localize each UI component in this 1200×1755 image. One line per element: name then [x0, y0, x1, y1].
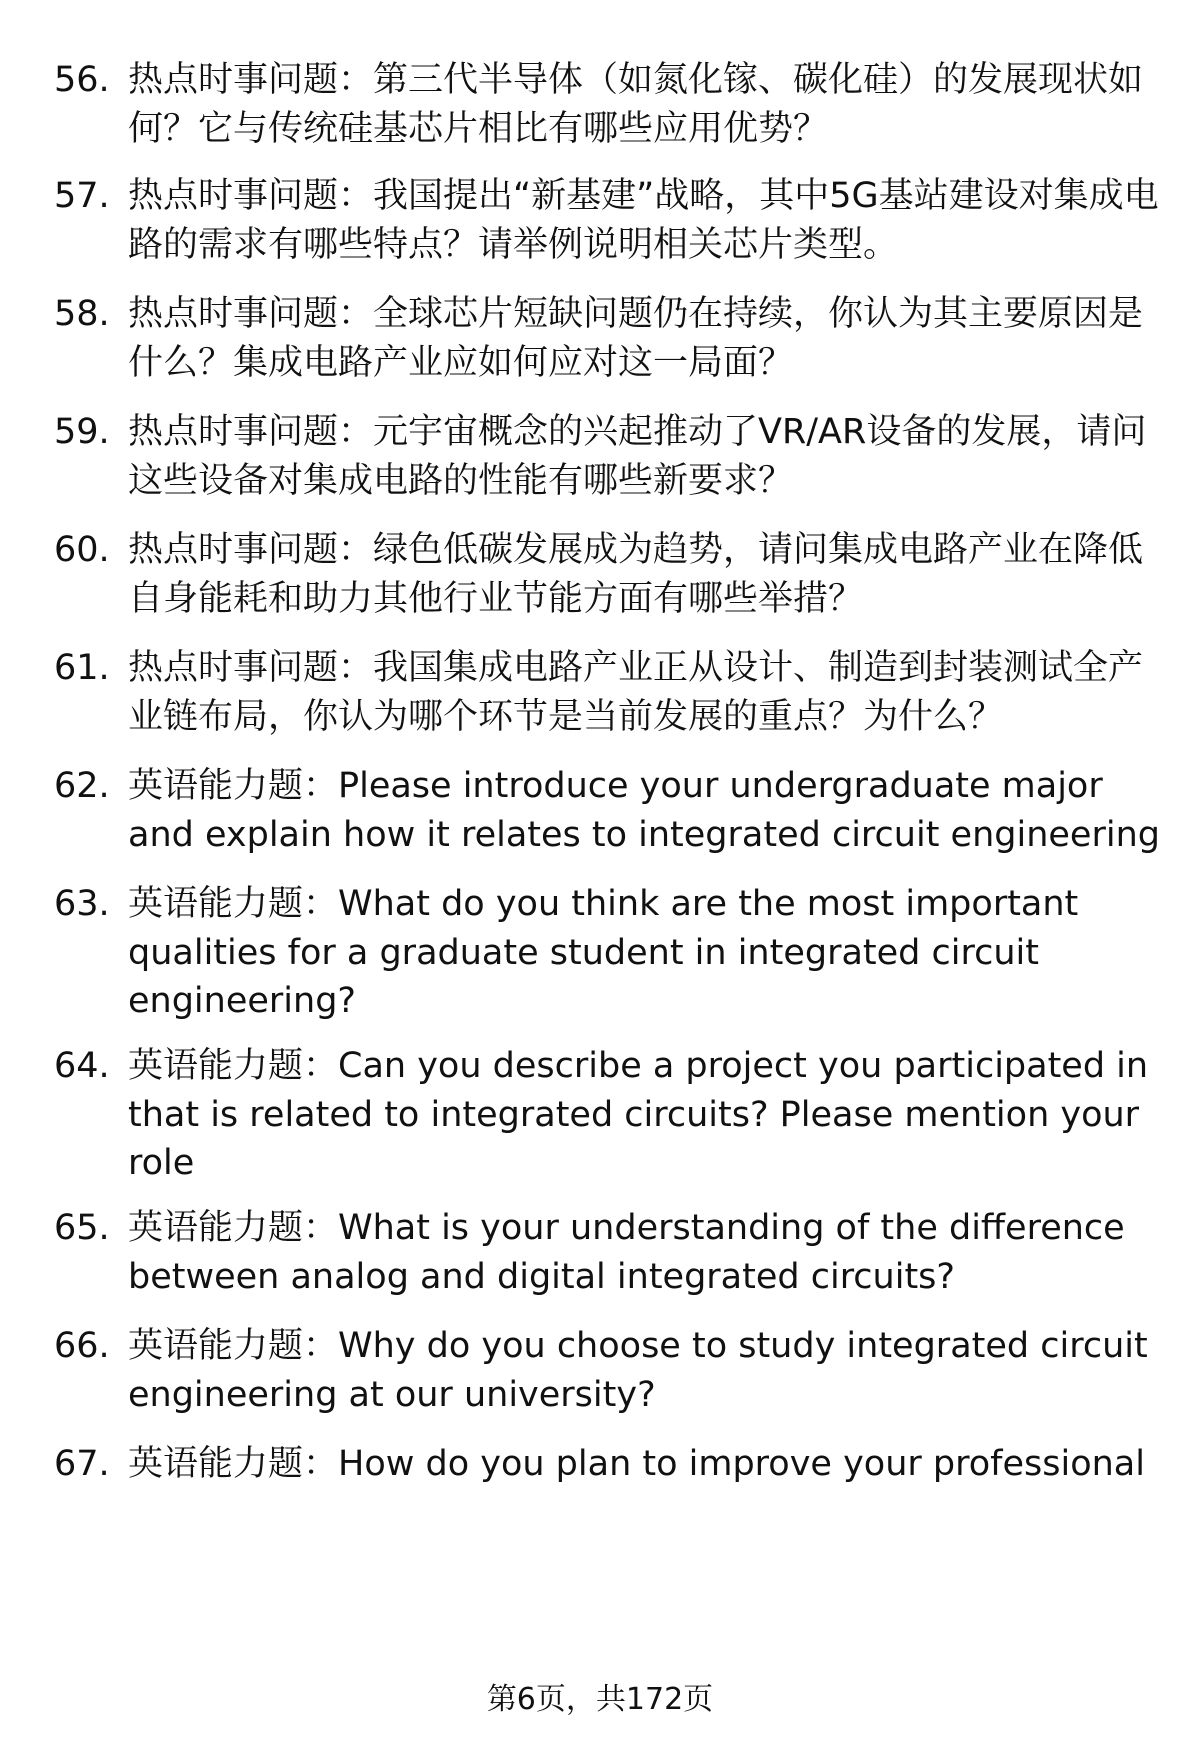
question-text: 英语能力题：What do you think are the most important qualities for a graduate student in integrated circuit engineering?	[128, 884, 1079, 1021]
question-item	[54, 644, 1164, 741]
question-item	[54, 56, 1164, 153]
question-text: 英语能力题：What is your understanding of the difference between analog and digital integrated circuits?	[128, 1208, 1125, 1297]
question-number: 67.	[54, 1444, 110, 1484]
question-text: 英语能力题：How do you plan to improve your professional	[128, 1444, 1145, 1484]
question-number: 58.	[54, 294, 110, 334]
question-text: 热点时事问题：元宇宙概念的兴起推动了VR/AR设备的发展，请问这些设备对集成电路的性能有哪些新要求？	[128, 412, 1147, 501]
question-text: 热点时事问题：绿色低碳发展成为趋势，请问集成电路产业在降低自身能耗和助力其他行业节能方面有哪些举措？	[128, 530, 1144, 619]
question-item	[54, 1322, 1164, 1419]
question-number: 62.	[54, 766, 110, 806]
question-text: 热点时事问题：我国集成电路产业正从设计、制造到封装测试全产业链布局，你认为哪个环节是当前发展的重点？为什么？	[128, 648, 1144, 737]
question-text: 热点时事问题：我国提出“新基建”战略，其中5G基站建设对集成电路的需求有哪些特点？请举例说明相关芯片类型。	[128, 176, 1159, 265]
question-item	[54, 290, 1164, 387]
question-item	[54, 172, 1164, 269]
question-number: 65.	[54, 1208, 110, 1248]
question-number: 57.	[54, 176, 110, 216]
question-text: 英语能力题：Why do you choose to study integrated circuit engineering at our university?	[128, 1326, 1148, 1415]
page-footer: 第6页，共172页	[486, 1682, 714, 1717]
question-number: 66.	[54, 1326, 110, 1366]
question-item	[54, 408, 1164, 505]
question-item	[54, 1042, 1164, 1188]
question-text: 热点时事问题：全球芯片短缺问题仍在持续，你认为其主要原因是什么？集成电路产业应如何应对这一局面？	[128, 294, 1144, 383]
question-item	[54, 762, 1164, 859]
question-text: 英语能力题：Please introduce your undergraduate major and explain how it relates to integrated circuit engineering	[128, 766, 1160, 855]
question-item	[54, 526, 1164, 623]
question-number: 59.	[54, 412, 110, 452]
question-number: 63.	[54, 884, 110, 924]
question-number: 60.	[54, 530, 110, 570]
question-text: 热点时事问题：第三代半导体（如氮化镓、碳化硅）的发展现状如何？它与传统硅基芯片相比有哪些应用优势？	[128, 60, 1144, 149]
question-number: 61.	[54, 648, 110, 688]
question-item	[54, 1440, 1164, 1489]
question-item	[54, 1204, 1164, 1301]
question-number: 56.	[54, 60, 110, 100]
question-number: 64.	[54, 1046, 110, 1086]
question-item	[54, 880, 1164, 1026]
question-text: 英语能力题：Can you describe a project you participated in that is related to integrated circuits? Please mention your role	[128, 1046, 1149, 1183]
